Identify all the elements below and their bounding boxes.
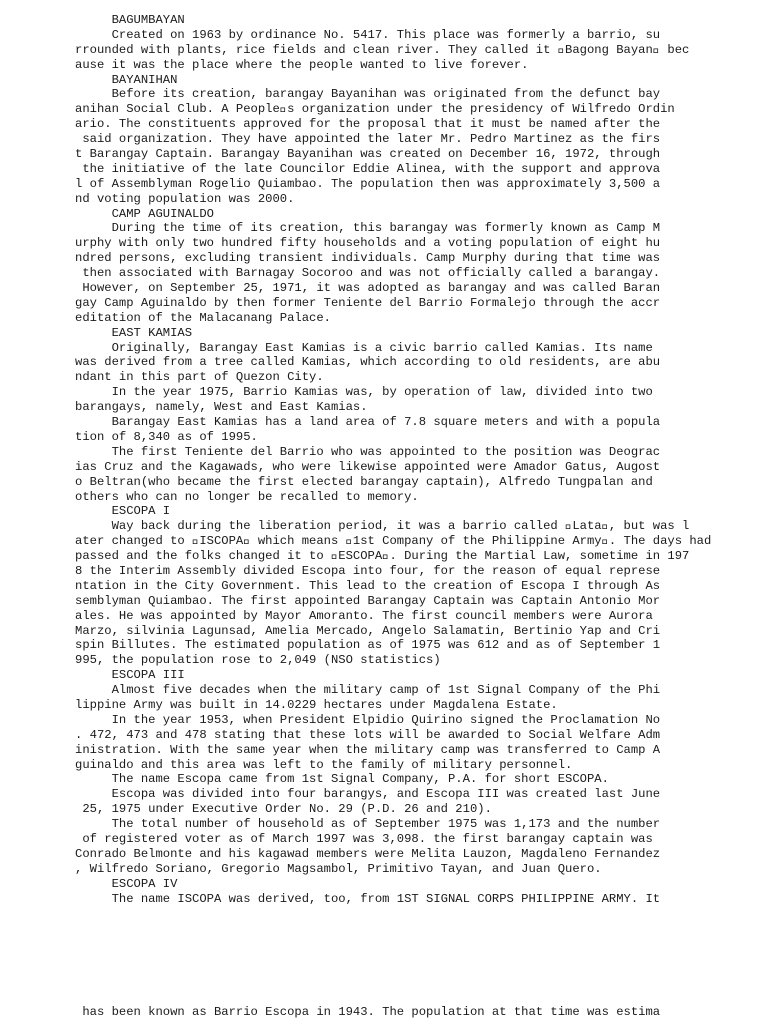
- text-line: ario. The constituents approved for the proposal that it must be named after the: [75, 117, 661, 132]
- text-line: Barangay East Kamias has a land area of 7.8 square meters and with a popula: [75, 415, 661, 430]
- text-line: ndant in this part of Quezon City.: [75, 370, 324, 385]
- text-line: However, on September 25, 1971, it was adopted as barangay and was called Baran: [75, 281, 661, 296]
- text-line: In the year 1953, when President Elpidio Quirino signed the Proclamation No: [75, 712, 661, 727]
- text-line: rrounded with plants, rice fields and clean river. They called it Bagong Bayan bec: [75, 42, 690, 57]
- text-line: lippine Army was built in 14.0229 hectares under Magdalena Estate.: [75, 697, 558, 712]
- text-line: l of Assemblyman Rogelio Quiambao. The population then was approximately 3,500 a: [75, 176, 661, 191]
- text-line: tion of 8,340 as of 1995.: [75, 429, 258, 444]
- text-line: Marzo, silvinia Lagunsad, Amelia Mercado, Angelo Salamatin, Bertinio Yap and Cri: [75, 623, 661, 638]
- text-line: 25, 1975 under Executive Order No. 29 (P.D. 26 and 210).: [75, 802, 492, 817]
- text-line: ESCOPA III: [75, 668, 185, 683]
- continuation-line: has been known as Barrio Escopa in 1943. The population at that time was estima: [75, 1005, 661, 1019]
- text-line: passed and the folks changed it to ESCOPA . During the Martial Law, sometime in 197: [75, 549, 690, 564]
- text-line: The name Escopa came from 1st Signal Company, P.A. for short ESCOPA.: [75, 772, 609, 787]
- text-line: Created on 1963 by ordinance No. 5417. This place was formerly a barrio, su: [75, 27, 661, 42]
- text-line: BAYANIHAN: [75, 72, 178, 87]
- text-line: Conrado Belmonte and his kagawad members were Melita Lauzon, Magdaleno Fernandez: [75, 846, 661, 861]
- text-line: guinaldo and this area was left to the family of military personnel.: [75, 757, 573, 772]
- text-line: nd voting population was 2000.: [75, 191, 295, 206]
- text-line: Way back during the liberation period, it was a barrio called Lata , but was l: [75, 519, 690, 534]
- text-line: then associated with Barnagay Socoroo and was not officially called a barangay.: [75, 266, 661, 281]
- text-line: anihan Social Club. A People s organization under the presidency of Wilfredo Ordin: [75, 102, 675, 117]
- text-line: Almost five decades when the military camp of 1st Signal Company of the Phi: [75, 683, 661, 698]
- text-line: o Beltran(who became the first elected barangay captain), Alfredo Tungpalan and: [75, 474, 653, 489]
- text-line: ias Cruz and the Kagawads, who were likewise appointed were Amador Gatus, Augost: [75, 459, 661, 474]
- text-line: BAGUMBAYAN: [75, 13, 185, 27]
- text-line: The name ISCOPA was derived, too, from 1ST SIGNAL CORPS PHILIPPINE ARMY. It: [75, 891, 661, 906]
- text-line: ause it was the place where the people wanted to live forever.: [75, 57, 529, 72]
- text-line: 8 the Interim Assembly divided Escopa into four, for the reason of equal represe: [75, 563, 661, 578]
- text-line: inistration. With the same year when the military camp was transferred to Camp A: [75, 742, 661, 757]
- text-line: gay Camp Aguinaldo by then former Teniente del Barrio Formalejo through the accr: [75, 295, 661, 310]
- text-line: CAMP AGUINALDO: [75, 206, 214, 221]
- text-line: During the time of its creation, this barangay was formerly known as Camp M: [75, 221, 661, 236]
- text-line: 995, the population rose to 2,049 (NSO statistics): [75, 653, 441, 668]
- text-line: The total number of household as of September 1975 was 1,173 and the number: [75, 817, 661, 832]
- text-line: spin Billutes. The estimated population as of 1975 was 612 and as of September 1: [75, 638, 661, 653]
- text-line: Before its creation, barangay Bayanihan was originated from the defunct bay: [75, 87, 661, 102]
- text-line: ater changed to ISCOPA which means 1st Company of the Philippine Army . The days had: [75, 534, 712, 549]
- text-line: ndred persons, excluding transient individuals. Camp Murphy during that time was: [75, 251, 661, 266]
- text-line: ales. He was appointed by Mayor Amoranto. The first council members were Aurora: [75, 608, 653, 623]
- text-line: the initiative of the late Councilor Eddie Alinea, with the support and approva: [75, 161, 661, 176]
- text-line: In the year 1975, Barrio Kamias was, by operation of law, divided into two: [75, 385, 653, 400]
- text-line: EAST KAMIAS: [75, 325, 193, 340]
- text-line: was derived from a tree called Kamias, which according to old residents, are abu: [75, 355, 661, 370]
- text-line: semblyman Quiambao. The first appointed Barangay Captain was Captain Antonio Mor: [75, 593, 661, 608]
- text-line: Originally, Barangay East Kamias is a civic barrio called Kamias. Its name: [75, 340, 653, 355]
- text-line: urphy with only two hundred fifty households and a voting population of eight hu: [75, 236, 661, 251]
- text-line: t Barangay Captain. Barangay Bayanihan was created on December 16, 1972, through: [75, 147, 661, 162]
- text-line: The first Teniente del Barrio who was appointed to the position was Deograc: [75, 444, 661, 459]
- text-line: . 472, 473 and 478 stating that these lots will be awarded to Social Welfare Adm: [75, 727, 661, 742]
- text-line: of registered voter as of March 1997 was 3,098. the first barangay captain was: [75, 831, 653, 846]
- text-line: ESCOPA IV: [75, 876, 178, 891]
- text-line: , Wilfredo Soriano, Gregorio Magsambol, Primitivo Tayan, and Juan Quero.: [75, 861, 602, 876]
- text-line: others who can no longer be recalled to memory.: [75, 489, 419, 504]
- text-line: ESCOPA I: [75, 504, 171, 519]
- text-line: editation of the Malacanang Palace.: [75, 310, 331, 325]
- text-line: said organization. They have appointed the later Mr. Pedro Martinez as the firs: [75, 132, 661, 147]
- text-line: ntation in the City Government. This lead to the creation of Escopa I through As: [75, 578, 661, 593]
- text-line: Escopa was divided into four barangys, and Escopa III was created last June: [75, 787, 661, 802]
- document-body: [75, 13, 755, 906]
- text-line: barangays, namely, West and East Kamias.: [75, 400, 368, 415]
